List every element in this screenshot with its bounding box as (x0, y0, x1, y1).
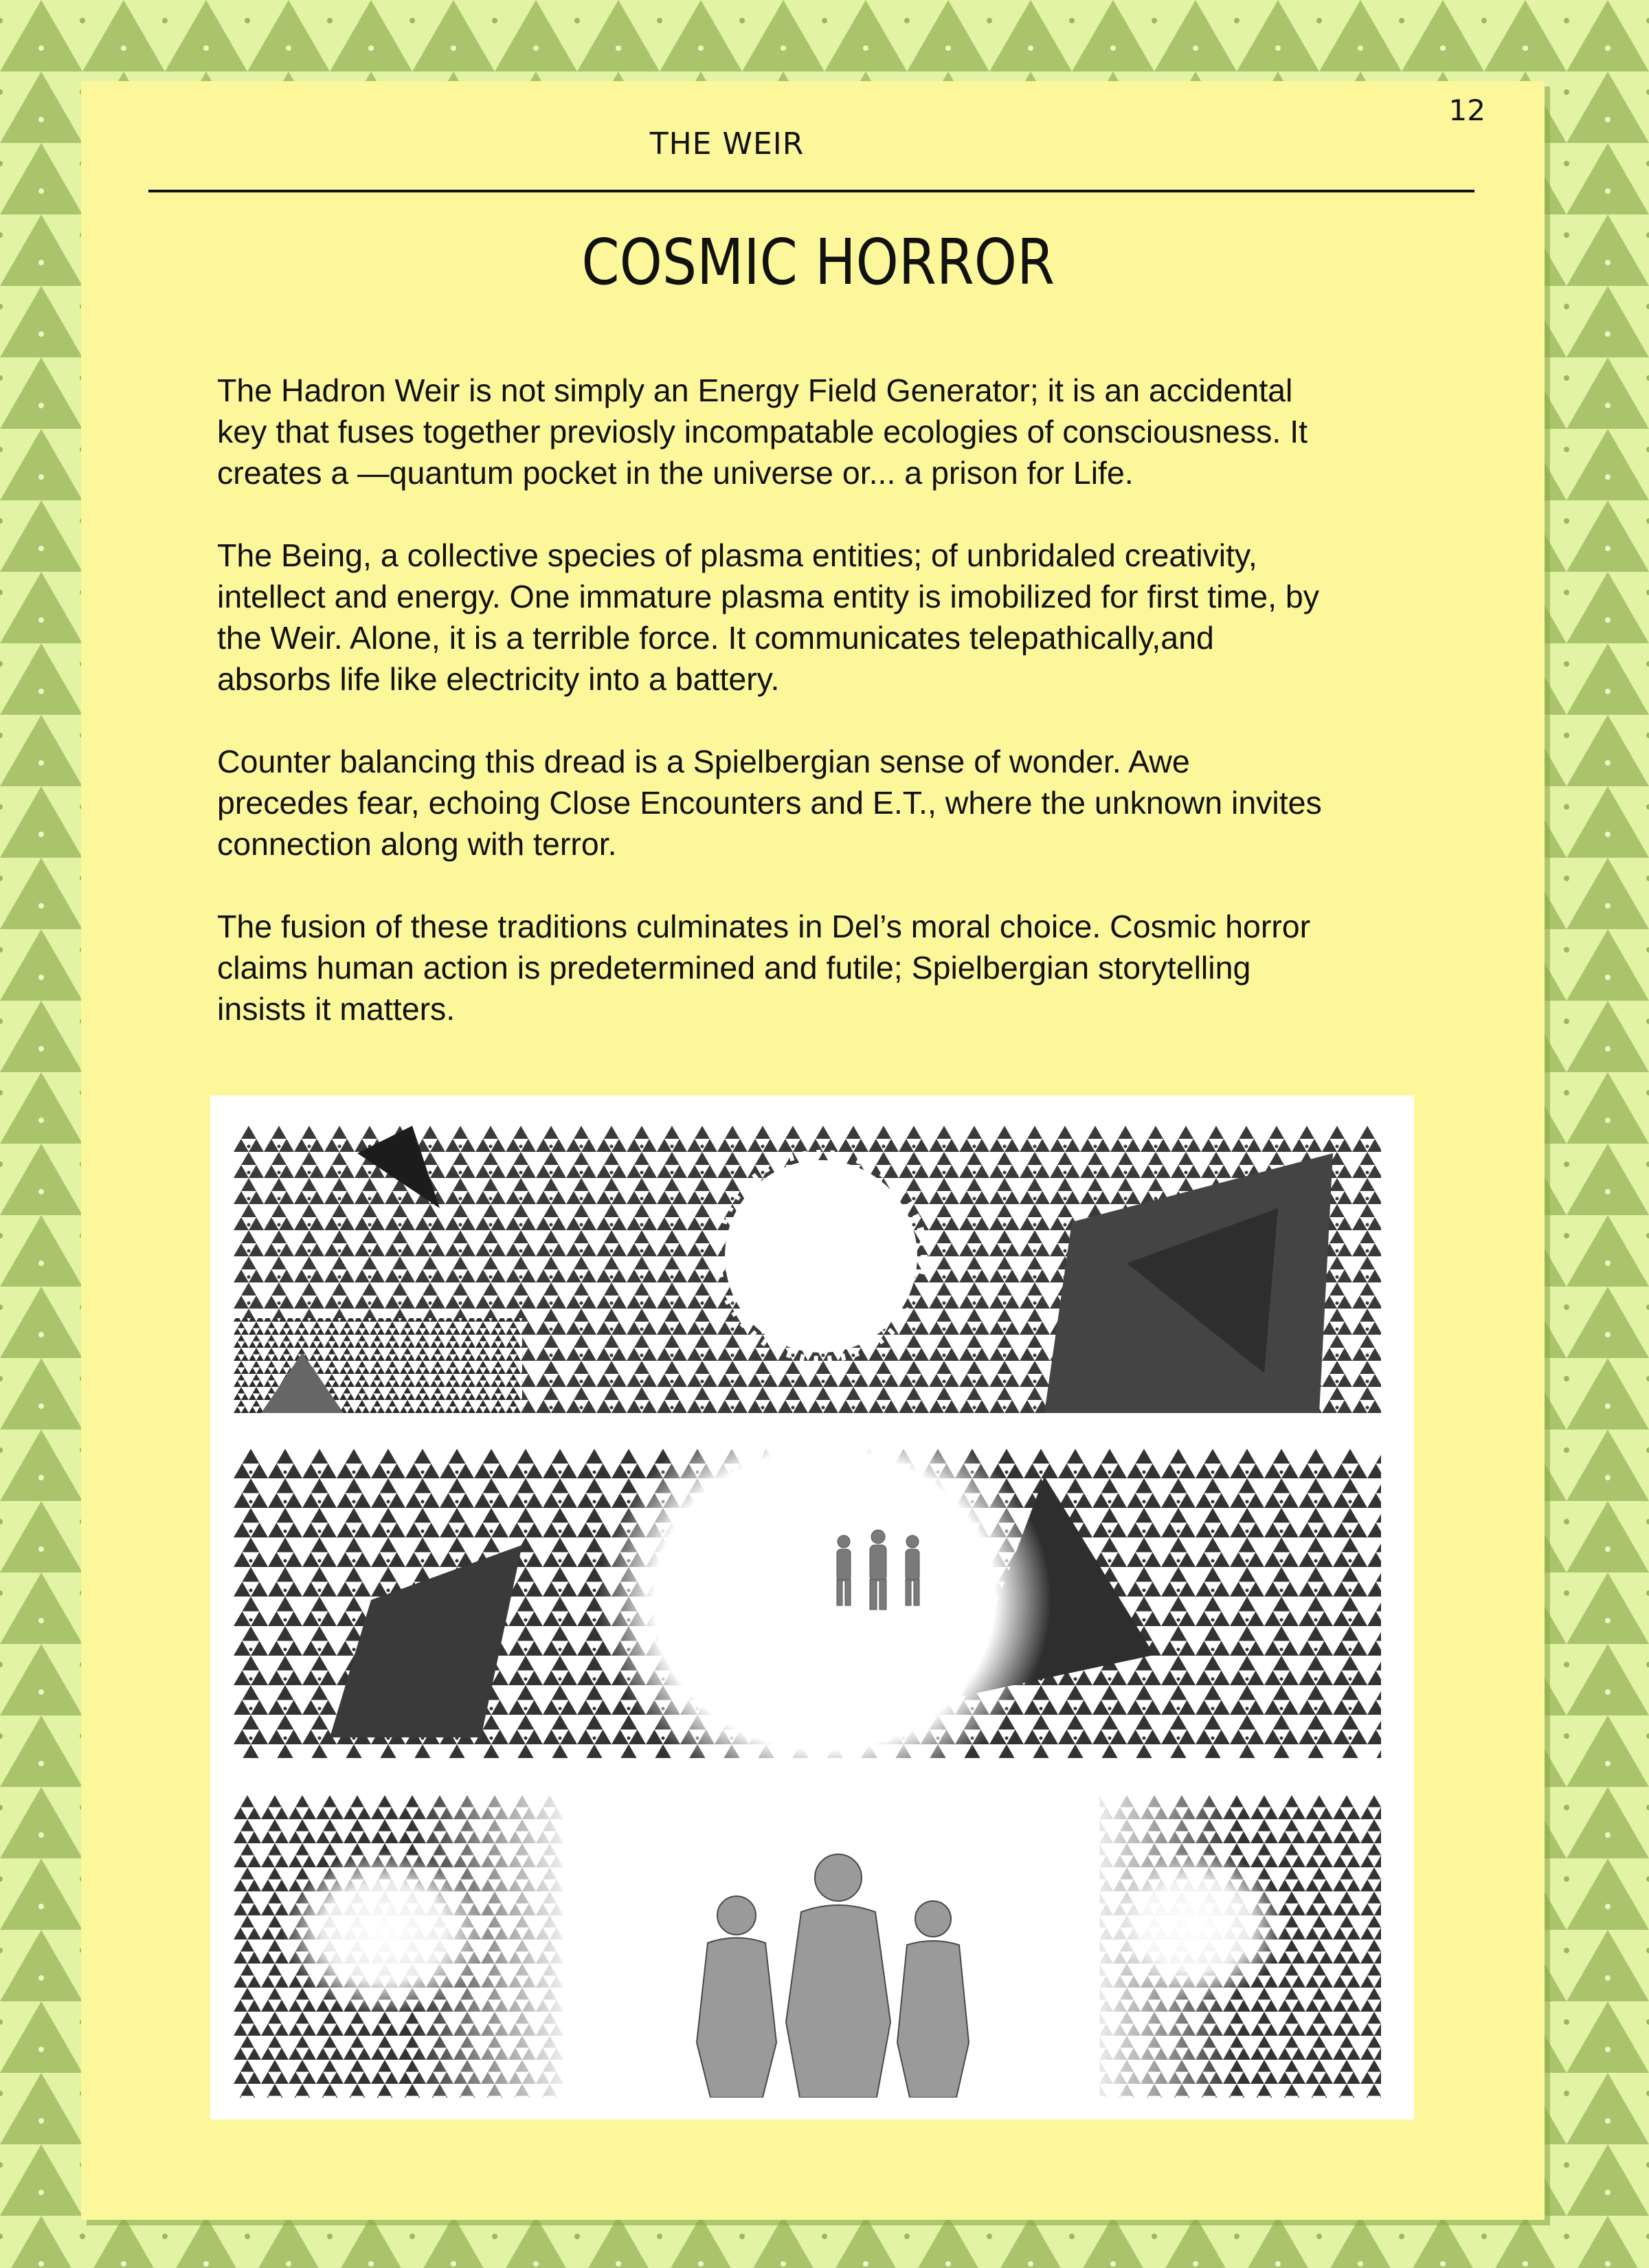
paragraph-wonder (217, 741, 1523, 865)
text-line: intellect and energy. One immature plasma entity is imobilized for first time, by (217, 579, 1320, 614)
paragraph-being (217, 535, 1523, 700)
page-title: COSMIC HORROR (581, 225, 1055, 299)
paragraph-fusion (217, 906, 1523, 1030)
running-header: THE WEIR (649, 126, 805, 162)
paragraph-weir (217, 370, 1523, 493)
text-line: absorbs life like electricity into a battery. (217, 661, 780, 697)
panel-figures-in-light (234, 1449, 1381, 1758)
text-line: creates a —quantum pocket in the universe or... a prison for Life. (217, 455, 1134, 491)
panel-three-astronauts (234, 1795, 1381, 2098)
text-line: the Weir. Alone, it is a terrible force. It communicates telepathically,and (217, 620, 1214, 656)
text-line: The fusion of these traditions culminates in Del’s moral choice. Cosmic horror (217, 909, 1311, 944)
panel-sierpinski-sphere (234, 1126, 1381, 1413)
body-text (217, 370, 1523, 1071)
header-divider (148, 190, 1474, 192)
text-line: key that fuses together previosly incompatable ecologies of consciousness. It (217, 414, 1308, 449)
text-line: Counter balancing this dread is a Spielbergian sense of wonder. Awe (217, 744, 1190, 779)
text-line: connection along with terror. (217, 826, 617, 862)
text-line: precedes fear, echoing Close Encounters and E.T., where the unknown invites (217, 785, 1322, 821)
text-line: The Being, a collective species of plasma entities; of unbridaled creativity, (217, 537, 1257, 573)
text-line: The Hadron Weir is not simply an Energy Field Generator; it is an accidental (217, 373, 1293, 408)
illustration-frame (210, 1096, 1414, 2120)
page-number: 12 (1448, 93, 1485, 127)
text-line: insists it matters. (217, 991, 456, 1027)
document-page (81, 81, 1545, 2220)
text-line: claims human action is predetermined and futile; Spielbergian storytelling (217, 950, 1251, 986)
